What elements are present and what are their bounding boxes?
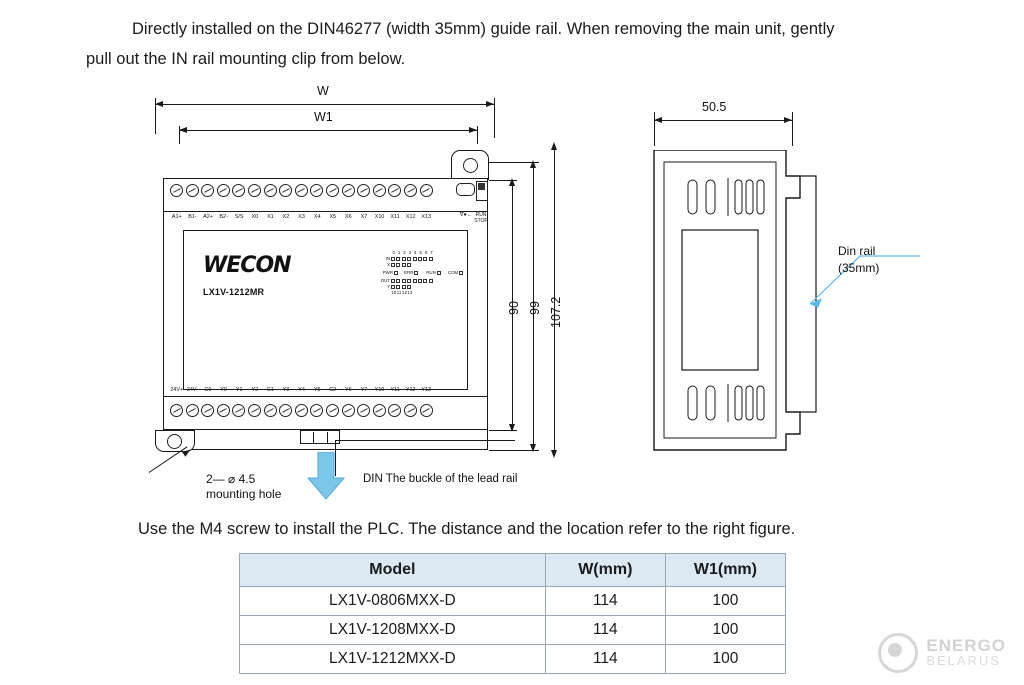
h1072-arrow-top xyxy=(551,142,557,150)
terminal-screw xyxy=(201,404,214,417)
terminal-screw xyxy=(326,404,339,417)
led-dot xyxy=(396,257,400,261)
w-arrow-right xyxy=(486,101,494,107)
terminal-label: Y1 xyxy=(235,387,243,393)
table-header-row xyxy=(240,554,786,587)
led-status-label-com: COM xyxy=(447,270,459,275)
terminal-screw xyxy=(295,404,308,417)
depth-arrow-right xyxy=(784,117,792,123)
table-row xyxy=(240,616,786,645)
terminal-label: X4 xyxy=(313,214,321,220)
terminal-label: C2 xyxy=(329,387,337,393)
table-cell-model: LX1V-0806MXX-D xyxy=(240,587,546,616)
led-dot xyxy=(418,257,422,261)
run-label: RUN xyxy=(475,212,487,218)
din-rail-callout xyxy=(838,243,879,277)
table-cell-w: 114 xyxy=(545,616,665,645)
led-number: 10 xyxy=(391,290,397,295)
led-dot xyxy=(413,257,417,261)
terminal-label: C1 xyxy=(266,387,274,393)
terminal-label: X12 xyxy=(405,214,416,220)
terminal-label: X11 xyxy=(390,214,400,220)
led-row-status xyxy=(377,270,465,276)
din-clip-line-2 xyxy=(327,432,328,443)
table-cell-w1: 100 xyxy=(665,616,785,645)
terminal-screw xyxy=(248,184,261,197)
depth-label: 50.5 xyxy=(702,100,727,114)
terminal-label: Y11 xyxy=(390,387,400,393)
table-cell-w1: 100 xyxy=(665,587,785,616)
led-status-label-pwr: PWR xyxy=(382,270,393,275)
led-row-label: IN xyxy=(385,256,390,261)
table-cell-w1: 100 xyxy=(665,645,785,674)
terminal-label: Y6 xyxy=(345,387,352,393)
intro-paragraph xyxy=(86,14,946,74)
terminal-label: Y12 xyxy=(405,387,416,393)
led-row-label-x: X xyxy=(387,262,390,267)
din-rail-callout-line1: Din rail xyxy=(838,244,876,258)
led-number: 4 xyxy=(414,250,417,255)
terminal-screw xyxy=(342,404,355,417)
h99-label: 99 xyxy=(528,301,542,315)
led-dot xyxy=(423,257,427,261)
w1-arrow-right xyxy=(469,127,477,133)
depth-ext-right xyxy=(792,112,793,146)
top-screw-row xyxy=(170,184,435,197)
led-dot xyxy=(418,279,422,283)
h90-label: 90 xyxy=(507,301,521,315)
mounting-hole-callout xyxy=(206,472,281,502)
led-output-numbers xyxy=(391,290,465,296)
led-indicator-block xyxy=(377,250,465,296)
terminal-label: B2- xyxy=(219,214,228,220)
h99-ext-top xyxy=(489,162,539,163)
terminal-label: X6 xyxy=(345,214,352,220)
terminal-screw xyxy=(326,184,339,197)
terminal-label: Y7 xyxy=(360,387,368,393)
led-dot xyxy=(391,263,395,267)
terminal-screw xyxy=(201,184,214,197)
usb-label: ∇●← xyxy=(459,212,473,218)
run-stop-label xyxy=(473,212,489,224)
mounting-hole-callout-line1: 2— ⌀ 4.5 xyxy=(206,472,256,486)
led-row-input-2 xyxy=(377,262,465,268)
terminal-label: X5 xyxy=(329,214,337,220)
led-number: 12 xyxy=(402,290,407,295)
led-number: 2 xyxy=(403,250,406,255)
terminal-screw xyxy=(217,404,230,417)
terminal-label: Y10 xyxy=(374,387,385,393)
terminal-screw xyxy=(232,184,245,197)
w-extension-right xyxy=(494,98,495,138)
terminal-label: 24V+ xyxy=(170,387,184,393)
led-dot xyxy=(407,263,411,267)
din-buckle-callout-text: DIN The buckle of the lead rail xyxy=(363,473,518,485)
led-dot xyxy=(402,279,406,283)
led-number: 11 xyxy=(396,290,402,295)
terminal-label: S/S xyxy=(234,214,244,220)
watermark-text xyxy=(926,638,1006,668)
terminal-screw xyxy=(373,404,386,417)
led-dot xyxy=(396,285,400,289)
bottom-screw-row xyxy=(170,404,435,417)
table-header-w1: W1(mm) xyxy=(665,554,785,587)
din-buckle-leader-h xyxy=(335,440,515,441)
depth-dimension-line xyxy=(654,120,792,121)
terminal-label: X2 xyxy=(282,214,290,220)
led-dot xyxy=(396,279,400,283)
terminal-screw xyxy=(295,184,308,197)
terminal-screw xyxy=(420,404,433,417)
terminal-label: A1+ xyxy=(171,214,182,220)
led-number: 5 xyxy=(419,250,422,255)
terminal-screw xyxy=(264,184,277,197)
run-stop-switch-lever xyxy=(478,183,485,190)
terminal-screw xyxy=(248,404,261,417)
led-number: 1 xyxy=(397,250,401,255)
terminal-label: Y0 xyxy=(220,387,227,393)
table-cell-model: LX1V-1208MXX-D xyxy=(240,616,546,645)
watermark-line-2: BELARUS xyxy=(926,653,1002,668)
terminal-screw xyxy=(404,404,417,417)
table-cell-model: LX1V-1212MXX-D xyxy=(240,645,546,674)
terminal-screw xyxy=(373,184,386,197)
led-status-label-run: RUN xyxy=(426,270,436,275)
terminal-label: Y2 xyxy=(251,387,259,393)
front-view-drawing xyxy=(155,84,563,450)
terminal-label: Y13 xyxy=(421,387,432,393)
led-dot xyxy=(407,285,411,289)
led-dot xyxy=(391,257,395,261)
mounting-hole-callout-line2: mounting hole xyxy=(206,487,282,501)
terminal-screw xyxy=(357,404,370,417)
intro-line-2: pull out the IN rail mounting clip from below. xyxy=(86,50,406,68)
terminal-screw xyxy=(186,184,199,197)
din-clip xyxy=(300,430,340,444)
w-dimension-line xyxy=(155,104,494,105)
terminal-label: X13 xyxy=(421,214,432,220)
led-dot xyxy=(429,279,433,283)
terminal-screw xyxy=(388,184,401,197)
table-header-model: Model xyxy=(240,554,546,587)
led-dot xyxy=(459,271,463,275)
watermark-logo-icon xyxy=(878,633,918,673)
led-number: 3 xyxy=(408,250,412,255)
model-dimension-table xyxy=(239,553,786,674)
table-header-w: W(mm) xyxy=(545,554,665,587)
h1072-arrow-bottom xyxy=(551,450,557,458)
terminal-screw xyxy=(357,184,370,197)
h1072-label: 107.2 xyxy=(549,296,563,328)
led-dot xyxy=(407,279,411,283)
terminal-label: X1 xyxy=(267,214,274,220)
terminal-screw xyxy=(170,184,183,197)
led-dot xyxy=(391,279,395,283)
usb-port-icon xyxy=(456,183,475,196)
top-mounting-hole xyxy=(463,158,478,173)
table-row xyxy=(240,645,786,674)
led-dot xyxy=(429,257,433,261)
h99-ext-bottom xyxy=(489,450,539,451)
terminal-screw xyxy=(186,404,199,417)
terminal-screw xyxy=(217,184,230,197)
terminal-label: X7 xyxy=(360,214,368,220)
terminal-screw xyxy=(264,404,277,417)
top-terminal-labels xyxy=(169,214,434,220)
table-row xyxy=(240,587,786,616)
din-clip-line-1 xyxy=(313,432,314,443)
led-row-label-y: Y xyxy=(387,284,390,289)
terminal-label: B1- xyxy=(188,214,197,220)
terminal-screw xyxy=(310,184,323,197)
led-dot xyxy=(402,257,406,261)
terminal-screw xyxy=(232,404,245,417)
din-buckle-callout xyxy=(363,472,517,487)
m4-screw-instruction: Use the M4 screw to install the PLC. The distance and the location refer to the right figure. xyxy=(138,520,796,538)
led-number: 6 xyxy=(424,250,428,255)
led-number: 13 xyxy=(407,290,413,295)
w-dimension-label: W xyxy=(317,84,329,98)
led-dot xyxy=(394,271,398,275)
led-dot xyxy=(413,279,417,283)
w1-dimension-line xyxy=(179,130,477,131)
led-dot xyxy=(402,263,406,267)
led-row-label-out: OUT xyxy=(380,278,390,283)
watermark xyxy=(878,633,1006,673)
stop-label: STOP xyxy=(474,218,488,224)
w1-dimension-label: W1 xyxy=(314,110,333,124)
terminal-screw xyxy=(279,404,292,417)
din-rail-callout-line2: (35mm) xyxy=(838,261,880,275)
w1-arrow-left xyxy=(179,127,187,133)
terminal-screw xyxy=(170,404,183,417)
terminal-label: Y5 xyxy=(313,387,321,393)
terminal-label: X10 xyxy=(374,214,385,220)
pull-down-arrow-icon xyxy=(307,452,345,500)
depth-arrow-left xyxy=(654,117,662,123)
bottom-terminal-labels xyxy=(169,387,434,393)
h90-ext-top xyxy=(489,180,517,181)
led-dot xyxy=(402,285,406,289)
led-dot xyxy=(396,263,400,267)
terminal-screw xyxy=(310,404,323,417)
bottom-mounting-hole xyxy=(167,434,182,449)
led-number: 0 xyxy=(392,250,395,255)
brand-logo: WECON xyxy=(203,253,291,278)
intro-line-1: Directly installed on the DIN46277 (width 35mm) guide rail. When removing the main unit, gently xyxy=(132,20,835,38)
terminal-label: X0 xyxy=(251,214,259,220)
led-dot xyxy=(407,257,411,261)
table-cell-w: 114 xyxy=(545,587,665,616)
table-cell-w: 114 xyxy=(545,645,665,674)
led-dot xyxy=(437,271,441,275)
terminal-label: 24V- xyxy=(186,387,198,393)
led-number: 7 xyxy=(430,250,433,255)
terminal-label: C0 xyxy=(204,387,212,393)
w1-extension-right xyxy=(477,126,478,144)
led-dot xyxy=(414,271,418,275)
terminal-label: A2+ xyxy=(203,214,213,220)
terminal-screw xyxy=(404,184,417,197)
terminal-screw xyxy=(279,184,292,197)
h90-ext-bottom xyxy=(489,430,517,431)
terminal-label: Y3 xyxy=(282,387,290,393)
terminal-screw xyxy=(342,184,355,197)
terminal-label: X3 xyxy=(298,214,305,220)
terminal-screw xyxy=(388,404,401,417)
w-arrow-left xyxy=(155,101,163,107)
watermark-line-1: ENERGO xyxy=(926,636,1006,655)
terminal-label: Y4 xyxy=(298,387,305,393)
model-label: LX1V-1212MR xyxy=(203,287,265,297)
led-dot xyxy=(423,279,427,283)
terminal-screw xyxy=(420,184,433,197)
led-status-label-err: ERR xyxy=(404,270,414,275)
led-dot xyxy=(391,285,395,289)
